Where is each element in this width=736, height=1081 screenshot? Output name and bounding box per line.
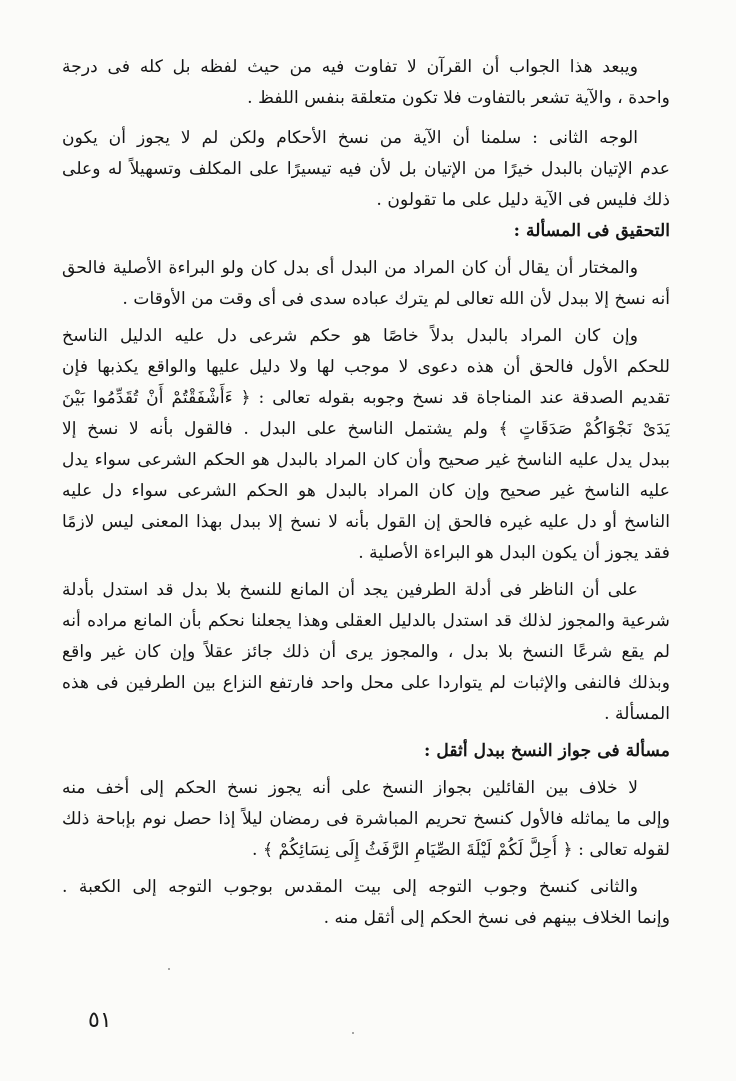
text-line: ذلك فليس فى الآية دليل على ما تقولون . <box>376 190 670 210</box>
text-line: ببدل يدل عليه الناسخ غير صحيح وأن كان المراد بالبدل هو الحكم الشرعى سواء يدل <box>62 450 670 470</box>
page-body <box>62 52 670 934</box>
scan-speck <box>352 1032 354 1034</box>
text-line: أنه نسخ إلا ببدل لأن الله تعالى لم يترك عباده سدى فى أى وقت من الأوقات . <box>122 289 670 309</box>
text-line: عدم الإتيان بالبدل خيرًا من الإتيان بل لأن فيه تيسيرًا على المكلف وتسهيلاً له وعلى <box>62 159 670 179</box>
text-line: على أن الناظر فى أدلة الطرفين يجد أن المانع للنسخ بلا بدل قد استدل بأدلة <box>62 580 638 600</box>
quran-quote-line: لقوله تعالى : ﴿ أُحِلَّ لَكُمْ لَيْلَةَ الصِّيَامِ الرَّفَثُ إِلَى نِسَائِكُمْ ﴾ . <box>252 840 670 860</box>
text-line: الوجه الثانى : سلمنا أن الآية من نسخ الأحكام ولكن لم لا يجوز أن يكون <box>62 128 638 148</box>
quran-quote-line: يَدَىْ نَجْوَاكُمْ صَدَقَاتٍ ﴾ ولم يشتمل الناسخ على البدل . فالقول بأنه لا نسخ إلا <box>62 419 670 439</box>
text-line: وإنما الخلاف بينهم فى نسخ الحكم إلى أثقل منه . <box>323 908 670 928</box>
text-line: ويبعد هذا الجواب أن القرآن لا تفاوت فيه من حيث لفظه بل كله فى درجة <box>62 57 638 77</box>
scan-speck <box>168 968 170 970</box>
text-line: شرعية والمجوز لذلك قد استدل بالدليل العقلى وهذا يجعلنا نحكم بأن المانع مراده أنه <box>62 611 670 631</box>
text-line: للحكم الأول فالحق أن هذه دعوى لا موجب لها ولا دليل عليها والواقع يكذبها فإن <box>62 357 670 377</box>
section-heading: مسألة فى جواز النسخ ببدل أثقل : <box>424 741 670 761</box>
text-line: فقد يجوز أن يكون البدل هو البراءة الأصلية . <box>358 543 670 563</box>
text-line: الناسخ أو دل عليه غيره فالحق إن القول بأنه لا نسخ إلا ببدل بهذا المعنى ليس لازمًا <box>62 512 670 532</box>
text-line: لا خلاف بين القائلين بجواز النسخ على أنه يجوز نسخ الحكم إلى أخف منه <box>62 778 638 798</box>
text-line: عليه الناسخ غير صحيح وإن كان المراد بالبدل هو الحكم الشرعى سواء دل عليه <box>62 481 670 501</box>
text-line: واحدة ، والآية تشعر بالتفاوت فلا تكون متعلقة بنفس اللفظ . <box>247 88 670 108</box>
text-line: وبذلك فالنفى والإثبات لم يتواردا على محل واحد فارتفع النزاع بين الطرفين فى هذه <box>62 673 670 693</box>
text-line: والمختار أن يقال أن كان المراد من البدل أى بدل كان ولو البراءة الأصلية فالحق <box>62 258 638 278</box>
quran-quote-line: تقديم الصدقة عند المناجاة قد نسخ وجوبه بقوله تعالى : ﴿ ءَأَشْفَقْتُمْ أَنْ تُقَدِّمُوا بَيْنَ <box>62 388 670 408</box>
text-line: وإن كان المراد بالبدل بدلاً خاصًا هو حكم شرعى دل عليه الدليل الناسخ <box>62 326 638 346</box>
section-heading: التحقيق فى المسألة : <box>513 221 670 241</box>
text-line: لم يقع شرعًا النسخ بلا بدل ، والمجوز يرى أن ذلك جائز عقلاً وإن كان غير واقع <box>62 642 670 662</box>
text-line: وإلى ما يماثله فالأول كنسخ تحريم المباشرة فى رمضان ليلاً إذا حصل نوم بإباحة ذلك <box>62 809 670 829</box>
text-line: والثانى كنسخ وجوب التوجه إلى بيت المقدس بوجوب التوجه إلى الكعبة . <box>62 877 638 897</box>
page-number: ٥١ <box>88 1008 112 1033</box>
text-line: المسألة . <box>604 704 670 724</box>
